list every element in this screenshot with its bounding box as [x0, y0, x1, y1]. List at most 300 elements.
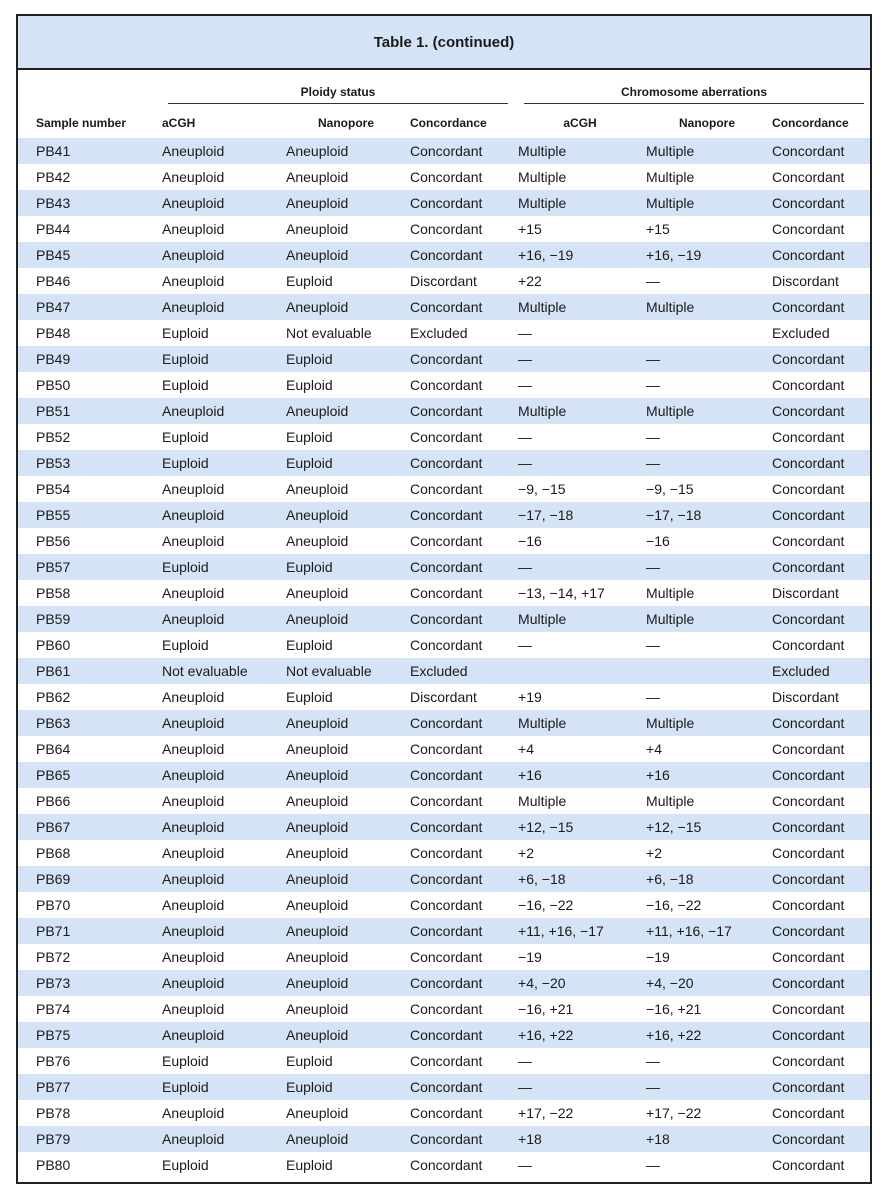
cell-ploidy-acgh: Euploid	[162, 455, 209, 471]
cell-ploidy-acgh: Aneuploid	[162, 715, 225, 731]
cell-ploidy-concordance: Concordant	[410, 1053, 483, 1069]
cell-aberr-nanopore: —	[646, 689, 661, 705]
cell-ploidy-acgh: Aneuploid	[162, 923, 225, 939]
cell-aberr-nanopore: −16	[646, 533, 670, 549]
cell-aberr-nanopore: Multiple	[646, 403, 695, 419]
table-row	[18, 840, 870, 866]
cell-aberr-nanopore: Multiple	[646, 195, 695, 211]
cell-ploidy-concordance: Concordant	[410, 1079, 483, 1095]
cell-ploidy-acgh: Euploid	[162, 637, 209, 653]
table-row	[18, 658, 870, 684]
table-row	[18, 294, 870, 320]
cell-aberr-acgh: —	[518, 559, 533, 575]
cell-ploidy-nanopore: Aneuploid	[286, 1027, 349, 1043]
table-row	[18, 398, 870, 424]
cell-aberr-nanopore: —	[646, 429, 661, 445]
cell-sample-number: PB76	[36, 1053, 71, 1069]
group-header-empty	[18, 70, 158, 108]
cell-aberr-concordance: Concordant	[772, 247, 845, 263]
cell-ploidy-acgh: Aneuploid	[162, 1105, 225, 1121]
cell-ploidy-nanopore: Euploid	[286, 559, 333, 575]
cell-ploidy-concordance: Discordant	[410, 273, 477, 289]
cell-sample-number: PB57	[36, 559, 71, 575]
cell-aberr-acgh: —	[518, 637, 533, 653]
cell-aberr-acgh: −16	[518, 533, 542, 549]
cell-ploidy-nanopore: Aneuploid	[286, 793, 349, 809]
cell-aberr-concordance: Concordant	[772, 871, 845, 887]
cell-aberr-acgh: −19	[518, 949, 542, 965]
group-label-ploidy: Ploidy status	[168, 85, 508, 104]
cell-ploidy-nanopore: Aneuploid	[286, 741, 349, 757]
cell-sample-number: PB54	[36, 481, 71, 497]
cell-aberr-nanopore: +12, −15	[646, 819, 702, 835]
data-table	[18, 70, 870, 1178]
cell-ploidy-nanopore: Aneuploid	[286, 403, 349, 419]
cell-aberr-nanopore: +17, −22	[646, 1105, 702, 1121]
table-row	[18, 892, 870, 918]
cell-ploidy-concordance: Excluded	[410, 325, 468, 341]
cell-ploidy-concordance: Concordant	[410, 533, 483, 549]
cell-ploidy-acgh: Aneuploid	[162, 585, 225, 601]
cell-aberr-concordance: Concordant	[772, 455, 845, 471]
cell-ploidy-concordance: Concordant	[410, 1105, 483, 1121]
cell-ploidy-nanopore: Aneuploid	[286, 533, 349, 549]
table-row	[18, 944, 870, 970]
cell-ploidy-concordance: Discordant	[410, 689, 477, 705]
table-row	[18, 1126, 870, 1152]
cell-ploidy-concordance: Concordant	[410, 767, 483, 783]
cell-ploidy-nanopore: Euploid	[286, 1053, 333, 1069]
cell-ploidy-acgh: Euploid	[162, 1053, 209, 1069]
cell-sample-number: PB73	[36, 975, 71, 991]
cell-aberr-acgh: Multiple	[518, 611, 567, 627]
cell-ploidy-concordance: Concordant	[410, 507, 483, 523]
col-header-aberr-concordance: Concordance	[772, 116, 849, 130]
cell-sample-number: PB78	[36, 1105, 71, 1121]
cell-aberr-nanopore: Multiple	[646, 715, 695, 731]
table-row	[18, 346, 870, 372]
cell-aberr-acgh: —	[518, 325, 533, 341]
cell-sample-number: PB52	[36, 429, 71, 445]
cell-ploidy-nanopore: Aneuploid	[286, 507, 349, 523]
cell-ploidy-acgh: Aneuploid	[162, 299, 225, 315]
cell-aberr-nanopore: —	[646, 559, 661, 575]
cell-ploidy-nanopore: Aneuploid	[286, 299, 349, 315]
cell-aberr-nanopore: —	[646, 273, 661, 289]
table-header	[18, 70, 870, 138]
table-row	[18, 1100, 870, 1126]
cell-aberr-concordance: Concordant	[772, 923, 845, 939]
col-header-ploidy-acgh: aCGH	[162, 116, 196, 130]
cell-aberr-nanopore: —	[646, 1053, 661, 1069]
cell-ploidy-acgh: Aneuploid	[162, 819, 225, 835]
cell-aberr-acgh: +16	[518, 767, 542, 783]
cell-aberr-concordance: Concordant	[772, 169, 845, 185]
cell-aberr-acgh: +19	[518, 689, 542, 705]
cell-ploidy-acgh: Aneuploid	[162, 507, 225, 523]
cell-ploidy-nanopore: Euploid	[286, 689, 333, 705]
cell-aberr-nanopore: —	[646, 351, 661, 367]
cell-sample-number: PB66	[36, 793, 71, 809]
column-header-row	[18, 108, 870, 138]
table-row	[18, 580, 870, 606]
col-header-ploidy-concordance: Concordance	[410, 116, 487, 130]
cell-aberr-acgh: −13, −14, +17	[518, 585, 605, 601]
cell-aberr-nanopore: +16, +22	[646, 1027, 702, 1043]
group-label-aberrations: Chromosome aberrations	[524, 85, 864, 104]
table-row	[18, 372, 870, 398]
cell-aberr-acgh: —	[518, 1157, 533, 1173]
cell-sample-number: PB72	[36, 949, 71, 965]
cell-sample-number: PB62	[36, 689, 71, 705]
cell-ploidy-nanopore: Aneuploid	[286, 143, 349, 159]
cell-ploidy-concordance: Concordant	[410, 429, 483, 445]
cell-ploidy-acgh: Aneuploid	[162, 1131, 225, 1147]
table-row	[18, 866, 870, 892]
table-row	[18, 216, 870, 242]
cell-ploidy-nanopore: Aneuploid	[286, 585, 349, 601]
table-row	[18, 1048, 870, 1074]
cell-aberr-acgh: Multiple	[518, 793, 567, 809]
cell-ploidy-concordance: Concordant	[410, 637, 483, 653]
cell-ploidy-concordance: Concordant	[410, 611, 483, 627]
cell-aberr-nanopore: Multiple	[646, 143, 695, 159]
cell-sample-number: PB61	[36, 663, 71, 679]
cell-aberr-concordance: Concordant	[772, 195, 845, 211]
cell-ploidy-nanopore: Aneuploid	[286, 949, 349, 965]
cell-sample-number: PB68	[36, 845, 71, 861]
cell-sample-number: PB42	[36, 169, 71, 185]
cell-aberr-nanopore: −16, −22	[646, 897, 702, 913]
cell-aberr-acgh: —	[518, 1079, 533, 1095]
cell-aberr-acgh: Multiple	[518, 299, 567, 315]
cell-sample-number: PB63	[36, 715, 71, 731]
cell-aberr-acgh: −9, −15	[518, 481, 566, 497]
cell-aberr-acgh: +16, +22	[518, 1027, 574, 1043]
cell-ploidy-concordance: Concordant	[410, 923, 483, 939]
cell-aberr-concordance: Discordant	[772, 273, 839, 289]
cell-sample-number: PB79	[36, 1131, 71, 1147]
cell-sample-number: PB75	[36, 1027, 71, 1043]
cell-aberr-concordance: Concordant	[772, 1027, 845, 1043]
cell-aberr-acgh: +6, −18	[518, 871, 566, 887]
cell-ploidy-acgh: Aneuploid	[162, 481, 225, 497]
cell-ploidy-concordance: Concordant	[410, 741, 483, 757]
cell-sample-number: PB49	[36, 351, 71, 367]
table-row	[18, 502, 870, 528]
cell-sample-number: PB43	[36, 195, 71, 211]
group-header-aberrations	[514, 70, 870, 108]
table-row	[18, 450, 870, 476]
cell-ploidy-nanopore: Not evaluable	[286, 325, 372, 341]
cell-ploidy-nanopore: Aneuploid	[286, 195, 349, 211]
table-row	[18, 320, 870, 346]
cell-aberr-nanopore: Multiple	[646, 169, 695, 185]
table-row	[18, 996, 870, 1022]
cell-aberr-concordance: Concordant	[772, 975, 845, 991]
cell-aberr-nanopore	[642, 320, 768, 346]
cell-ploidy-acgh: Euploid	[162, 377, 209, 393]
cell-ploidy-nanopore: Aneuploid	[286, 169, 349, 185]
cell-aberr-acgh: +4, −20	[518, 975, 566, 991]
cell-ploidy-nanopore: Aneuploid	[286, 715, 349, 731]
cell-ploidy-concordance: Concordant	[410, 897, 483, 913]
cell-ploidy-concordance: Concordant	[410, 377, 483, 393]
cell-aberr-nanopore: −19	[646, 949, 670, 965]
cell-sample-number: PB65	[36, 767, 71, 783]
cell-ploidy-nanopore: Euploid	[286, 351, 333, 367]
cell-ploidy-acgh: Euploid	[162, 1079, 209, 1095]
cell-aberr-concordance: Concordant	[772, 507, 845, 523]
cell-ploidy-concordance: Concordant	[410, 299, 483, 315]
cell-sample-number: PB47	[36, 299, 71, 315]
cell-aberr-concordance: Concordant	[772, 611, 845, 627]
cell-ploidy-concordance: Concordant	[410, 1157, 483, 1173]
col-header-ploidy-nanopore: Nanopore	[317, 116, 374, 130]
cell-aberr-nanopore: −9, −15	[646, 481, 694, 497]
cell-aberr-nanopore: +16	[646, 767, 670, 783]
cell-aberr-concordance: Concordant	[772, 1131, 845, 1147]
table-row	[18, 762, 870, 788]
cell-aberr-concordance: Concordant	[772, 715, 845, 731]
cell-aberr-acgh: +2	[518, 845, 534, 861]
cell-aberr-nanopore: +18	[646, 1131, 670, 1147]
cell-aberr-acgh: +22	[518, 273, 542, 289]
cell-aberr-concordance: Concordant	[772, 481, 845, 497]
table-row	[18, 268, 870, 294]
cell-ploidy-nanopore: Aneuploid	[286, 481, 349, 497]
cell-ploidy-acgh: Not evaluable	[162, 663, 248, 679]
cell-aberr-concordance: Concordant	[772, 1105, 845, 1121]
cell-ploidy-concordance: Concordant	[410, 793, 483, 809]
cell-aberr-acgh: −17, −18	[518, 507, 574, 523]
table-row	[18, 684, 870, 710]
cell-ploidy-concordance: Concordant	[410, 1027, 483, 1043]
cell-sample-number: PB45	[36, 247, 71, 263]
cell-aberr-acgh: Multiple	[518, 143, 567, 159]
cell-ploidy-concordance: Concordant	[410, 221, 483, 237]
cell-aberr-nanopore: —	[646, 637, 661, 653]
cell-sample-number: PB51	[36, 403, 71, 419]
table-row	[18, 970, 870, 996]
cell-aberr-acgh: +11, +16, −17	[518, 923, 604, 939]
cell-aberr-nanopore: +4, −20	[646, 975, 694, 991]
cell-ploidy-acgh: Aneuploid	[162, 793, 225, 809]
table-row	[18, 918, 870, 944]
cell-sample-number: PB46	[36, 273, 71, 289]
cell-ploidy-concordance: Excluded	[410, 663, 468, 679]
cell-aberr-concordance: Concordant	[772, 533, 845, 549]
table-row	[18, 632, 870, 658]
table-row	[18, 1152, 870, 1178]
cell-ploidy-nanopore: Aneuploid	[286, 975, 349, 991]
cell-ploidy-acgh: Aneuploid	[162, 273, 225, 289]
cell-aberr-concordance: Concordant	[772, 221, 845, 237]
cell-aberr-concordance: Concordant	[772, 793, 845, 809]
cell-aberr-acgh: —	[518, 351, 533, 367]
cell-aberr-acgh: —	[518, 377, 533, 393]
table-row	[18, 1074, 870, 1100]
cell-ploidy-concordance: Concordant	[410, 403, 483, 419]
cell-aberr-nanopore: +11, +16, −17	[646, 923, 732, 939]
cell-ploidy-acgh: Aneuploid	[162, 897, 225, 913]
cell-sample-number: PB41	[36, 143, 71, 159]
cell-aberr-nanopore	[642, 658, 768, 684]
cell-aberr-nanopore: —	[646, 377, 661, 393]
table-row	[18, 528, 870, 554]
cell-ploidy-concordance: Concordant	[410, 169, 483, 185]
cell-aberr-acgh: Multiple	[518, 715, 567, 731]
cell-ploidy-concordance: Concordant	[410, 871, 483, 887]
cell-aberr-concordance: Concordant	[772, 897, 845, 913]
cell-ploidy-acgh: Aneuploid	[162, 195, 225, 211]
cell-ploidy-acgh: Aneuploid	[162, 611, 225, 627]
cell-ploidy-concordance: Concordant	[410, 143, 483, 159]
cell-aberr-concordance: Concordant	[772, 767, 845, 783]
cell-aberr-concordance: Concordant	[772, 299, 845, 315]
cell-ploidy-acgh: Aneuploid	[162, 741, 225, 757]
table-row	[18, 476, 870, 502]
cell-ploidy-acgh: Aneuploid	[162, 403, 225, 419]
cell-aberr-acgh: +4	[518, 741, 534, 757]
cell-aberr-concordance: Concordant	[772, 1001, 845, 1017]
cell-ploidy-nanopore: Aneuploid	[286, 871, 349, 887]
table-row	[18, 736, 870, 762]
cell-ploidy-concordance: Concordant	[410, 455, 483, 471]
cell-aberr-acgh: −16, −22	[518, 897, 574, 913]
cell-sample-number: PB69	[36, 871, 71, 887]
cell-sample-number: PB70	[36, 897, 71, 913]
cell-sample-number: PB58	[36, 585, 71, 601]
cell-aberr-concordance: Excluded	[772, 325, 830, 341]
cell-ploidy-nanopore: Euploid	[286, 273, 333, 289]
table-title: Table 1. (continued)	[18, 16, 870, 70]
table-frame	[16, 14, 872, 1184]
cell-aberr-acgh: −16, +21	[518, 1001, 574, 1017]
cell-aberr-acgh: Multiple	[518, 169, 567, 185]
cell-ploidy-concordance: Concordant	[410, 845, 483, 861]
cell-ploidy-nanopore: Euploid	[286, 429, 333, 445]
cell-ploidy-concordance: Concordant	[410, 949, 483, 965]
cell-ploidy-nanopore: Not evaluable	[286, 663, 372, 679]
cell-aberr-concordance: Concordant	[772, 429, 845, 445]
cell-ploidy-concordance: Concordant	[410, 481, 483, 497]
table-row	[18, 1022, 870, 1048]
cell-sample-number: PB64	[36, 741, 71, 757]
cell-aberr-concordance: Concordant	[772, 351, 845, 367]
cell-aberr-concordance: Concordant	[772, 819, 845, 835]
cell-aberr-nanopore: —	[646, 1079, 661, 1095]
cell-aberr-acgh: +17, −22	[518, 1105, 574, 1121]
cell-ploidy-nanopore: Euploid	[286, 455, 333, 471]
cell-ploidy-nanopore: Aneuploid	[286, 845, 349, 861]
cell-aberr-nanopore: Multiple	[646, 793, 695, 809]
cell-aberr-concordance: Concordant	[772, 403, 845, 419]
cell-ploidy-acgh: Euploid	[162, 1157, 209, 1173]
cell-ploidy-nanopore: Aneuploid	[286, 819, 349, 835]
cell-ploidy-acgh: Aneuploid	[162, 169, 225, 185]
cell-ploidy-nanopore: Aneuploid	[286, 1131, 349, 1147]
cell-ploidy-concordance: Concordant	[410, 715, 483, 731]
cell-ploidy-nanopore: Euploid	[286, 377, 333, 393]
cell-aberr-acgh: +18	[518, 1131, 542, 1147]
cell-ploidy-acgh: Euploid	[162, 559, 209, 575]
table-row	[18, 814, 870, 840]
cell-ploidy-nanopore: Euploid	[286, 1079, 333, 1095]
cell-ploidy-nanopore: Aneuploid	[286, 1105, 349, 1121]
table-row	[18, 164, 870, 190]
cell-aberr-concordance: Discordant	[772, 585, 839, 601]
cell-aberr-concordance: Concordant	[772, 377, 845, 393]
cell-aberr-acgh: —	[518, 1053, 533, 1069]
cell-sample-number: PB67	[36, 819, 71, 835]
cell-aberr-concordance: Discordant	[772, 689, 839, 705]
col-header-sample-number: Sample number	[36, 116, 127, 130]
table-row	[18, 138, 870, 164]
cell-aberr-concordance: Concordant	[772, 1079, 845, 1095]
cell-ploidy-acgh: Aneuploid	[162, 1001, 225, 1017]
table-row	[18, 788, 870, 814]
cell-sample-number: PB53	[36, 455, 71, 471]
cell-sample-number: PB56	[36, 533, 71, 549]
cell-aberr-concordance: Excluded	[772, 663, 830, 679]
cell-sample-number: PB71	[36, 923, 71, 939]
cell-ploidy-nanopore: Aneuploid	[286, 247, 349, 263]
table-row	[18, 424, 870, 450]
table-row	[18, 710, 870, 736]
cell-ploidy-nanopore: Aneuploid	[286, 767, 349, 783]
cell-sample-number: PB55	[36, 507, 71, 523]
cell-aberr-nanopore: Multiple	[646, 611, 695, 627]
cell-aberr-nanopore: Multiple	[646, 299, 695, 315]
cell-ploidy-nanopore: Aneuploid	[286, 1001, 349, 1017]
col-header-aberr-acgh: aCGH	[563, 116, 597, 130]
cell-ploidy-nanopore: Aneuploid	[286, 221, 349, 237]
cell-sample-number: PB44	[36, 221, 71, 237]
cell-ploidy-nanopore: Aneuploid	[286, 611, 349, 627]
cell-sample-number: PB48	[36, 325, 71, 341]
cell-aberr-acgh: +12, −15	[518, 819, 574, 835]
cell-ploidy-concordance: Concordant	[410, 351, 483, 367]
table-row	[18, 554, 870, 580]
cell-sample-number: PB80	[36, 1157, 71, 1173]
cell-aberr-acgh: +16, −19	[518, 247, 574, 263]
cell-ploidy-acgh: Euploid	[162, 351, 209, 367]
table-row	[18, 242, 870, 268]
cell-aberr-acgh: —	[518, 429, 533, 445]
cell-aberr-nanopore: +2	[646, 845, 662, 861]
cell-aberr-concordance: Concordant	[772, 637, 845, 653]
cell-ploidy-concordance: Concordant	[410, 585, 483, 601]
cell-aberr-concordance: Concordant	[772, 741, 845, 757]
col-header-aberr-nanopore: Nanopore	[679, 116, 736, 130]
cell-ploidy-nanopore: Euploid	[286, 637, 333, 653]
cell-sample-number: PB59	[36, 611, 71, 627]
cell-sample-number: PB77	[36, 1079, 71, 1095]
cell-ploidy-concordance: Concordant	[410, 819, 483, 835]
cell-ploidy-acgh: Euploid	[162, 325, 209, 341]
cell-ploidy-concordance: Concordant	[410, 195, 483, 211]
cell-ploidy-acgh: Aneuploid	[162, 949, 225, 965]
cell-ploidy-concordance: Concordant	[410, 247, 483, 263]
table-row	[18, 190, 870, 216]
cell-ploidy-acgh: Euploid	[162, 429, 209, 445]
table-body	[18, 138, 870, 1178]
cell-aberr-concordance: Concordant	[772, 1053, 845, 1069]
cell-ploidy-acgh: Aneuploid	[162, 247, 225, 263]
cell-ploidy-acgh: Aneuploid	[162, 975, 225, 991]
cell-ploidy-acgh: Aneuploid	[162, 1027, 225, 1043]
